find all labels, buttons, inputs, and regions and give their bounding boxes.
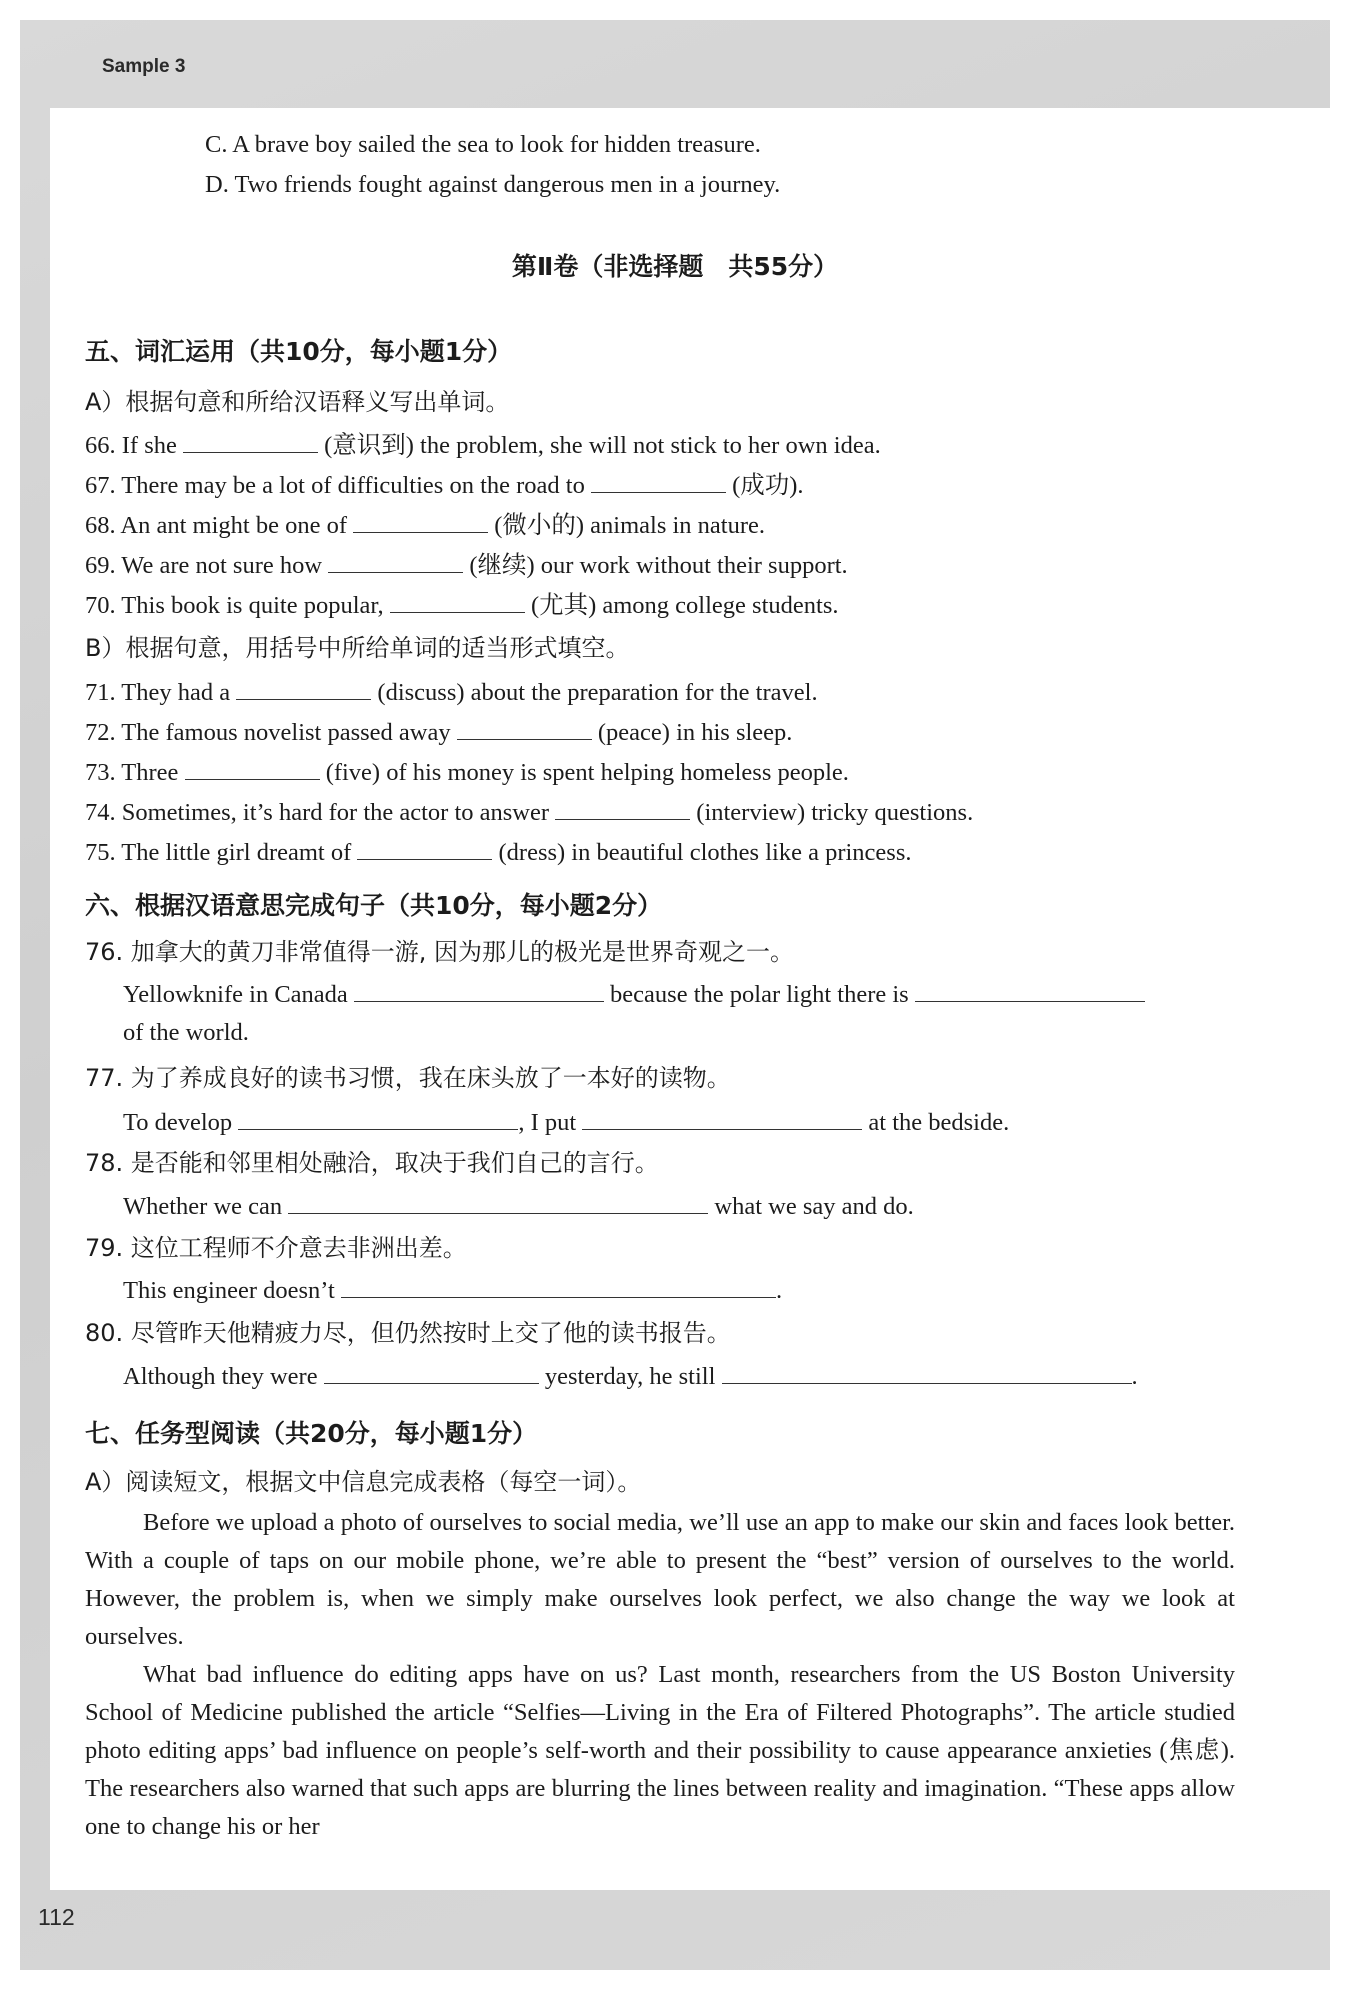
q68-answer-blank[interactable]: [353, 512, 488, 533]
question-69: [85, 551, 848, 581]
q78-text-b: what we say and do.: [714, 1193, 914, 1220]
section5-title: 五、词汇运用（共10分，每小题1分）: [85, 337, 513, 366]
q68-text-after: (微小的) animals in nature.: [494, 512, 766, 539]
option-d: D. Two friends fought against dangerous men in a journey.: [205, 171, 781, 198]
q74-text-before: 74. Sometimes, it’s hard for the actor to answer: [85, 799, 550, 826]
q77-text-b: , I put: [518, 1109, 577, 1136]
question-71: [85, 678, 818, 708]
q79-text-b: .: [775, 1277, 783, 1304]
q80-text-a: Although they were: [123, 1363, 318, 1390]
q73-text-after: (five) of his money is spent helping homeless people.: [325, 759, 849, 786]
q75-text-after: (dress) in beautiful clothes like a princess.: [498, 839, 912, 866]
q66-answer-blank[interactable]: [183, 432, 318, 453]
question-75: [85, 838, 912, 868]
section5-partA-instruction: A）根据句意和所给汉语释义写出单词。: [85, 388, 510, 416]
header-label: Sample 3: [102, 56, 186, 77]
q68-text-before: 68. An ant might be one of: [85, 512, 347, 539]
q76-blank-1[interactable]: [354, 981, 604, 1002]
q79-blank[interactable]: [341, 1277, 776, 1298]
q77-blank-1[interactable]: [238, 1109, 518, 1130]
question-70: [85, 591, 838, 621]
q79-text-a: This engineer doesn’t: [123, 1277, 335, 1304]
q67-text-after: (成功).: [732, 472, 804, 499]
reading-paragraph-1: Before we upload a photo of ourselves to social media, we’ll use an app to make our skin and faces look better. With a couple of taps on our mobile phone, we’re able to present the “best” version of ourselves to the world. However, the problem is, when we simply make ourselves look perfect, we also change the way we look at ourselves.: [85, 1509, 1235, 1650]
q74-answer-blank[interactable]: [555, 799, 690, 820]
section5-partB-instruction: B）根据句意，用括号中所给单词的适当形式填空。: [85, 634, 630, 662]
option-c: C. A brave boy sailed the sea to look for hidden treasure.: [205, 131, 761, 158]
q77-chinese: 77. 为了养成良好的读书习惯，我在床头放了一本好的读物。: [85, 1064, 731, 1092]
q80-text-c: .: [1131, 1363, 1138, 1390]
q72-text-after: (peace) in his sleep.: [597, 719, 793, 746]
q75-answer-blank[interactable]: [357, 839, 492, 860]
q67-answer-blank[interactable]: [591, 472, 726, 493]
q78-blank[interactable]: [288, 1193, 708, 1214]
question-74: [85, 798, 973, 828]
q70-answer-blank[interactable]: [390, 592, 525, 613]
question-66: [85, 431, 881, 461]
q73-answer-blank[interactable]: [185, 759, 320, 780]
question-72: [85, 718, 792, 748]
q67-text-before: 67. There may be a lot of difficulties on the road to: [85, 472, 585, 499]
section7-title: 七、任务型阅读（共20分，每小题1分）: [85, 1419, 538, 1448]
part2-title: 第Ⅱ卷（非选择题 共55分）: [511, 252, 839, 281]
q77-english: [123, 1108, 1009, 1138]
question-67: [85, 471, 804, 501]
q76-chinese: 76. 加拿大的黄刀非常值得一游, 因为那儿的极光是世界奇观之一。: [85, 938, 795, 966]
q71-text-before: 71. They had a: [85, 679, 231, 706]
q80-text-b: yesterday, he still: [544, 1363, 716, 1390]
q70-text-before: 70. This book is quite popular,: [85, 592, 384, 619]
q73-text-before: 73. Three: [85, 759, 179, 786]
q78-text-a: Whether we can: [123, 1193, 283, 1220]
q72-answer-blank[interactable]: [457, 719, 592, 740]
q76-english: [123, 980, 1145, 1010]
q71-answer-blank[interactable]: [236, 679, 371, 700]
q74-text-after: (interview) tricky questions.: [696, 799, 974, 826]
q76-text-a: Yellowknife in Canada: [123, 981, 348, 1008]
q66-text-before: 66. If she: [85, 432, 177, 459]
q79-english: [123, 1276, 782, 1306]
q66-text-after: (意识到) the problem, she will not stick to her own idea.: [324, 432, 881, 459]
q78-chinese: 78. 是否能和邻里相处融洽，取决于我们自己的言行。: [85, 1149, 659, 1177]
q76-blank-2[interactable]: [915, 981, 1145, 1002]
q79-chinese: 79. 这位工程师不介意去非洲出差。: [85, 1234, 467, 1262]
q76-text-b: because the polar light there is: [610, 981, 909, 1008]
q80-chinese: 80. 尽管昨天他精疲力尽，但仍然按时上交了他的读书报告。: [85, 1319, 731, 1347]
q77-text-a: To develop: [123, 1109, 233, 1136]
q80-english: [123, 1362, 1138, 1392]
q80-blank-2[interactable]: [722, 1363, 1132, 1384]
q76-continuation: of the world.: [123, 1019, 249, 1046]
q72-text-before: 72. The famous novelist passed away: [85, 719, 451, 746]
section7-instruction: A）阅读短文，根据文中信息完成表格（每空一词）。: [85, 1468, 642, 1496]
q69-text-after: (继续) our work without their support.: [469, 552, 848, 579]
page-number: 112: [38, 1904, 75, 1930]
q75-text-before: 75. The little girl dreamt of: [85, 839, 352, 866]
q69-answer-blank[interactable]: [328, 552, 463, 573]
question-73: [85, 758, 849, 788]
q71-text-after: (discuss) about the preparation for the travel.: [377, 679, 818, 706]
q77-text-c: at the bedside.: [868, 1109, 1010, 1136]
section6-title: 六、根据汉语意思完成句子（共10分，每小题2分）: [85, 891, 663, 920]
q80-blank-1[interactable]: [324, 1363, 539, 1384]
q69-text-before: 69. We are not sure how: [85, 552, 323, 579]
question-68: [85, 511, 765, 541]
reading-paragraph-2: What bad influence do editing apps have on us? Last month, researchers from the US Boston University School of Medicine published the article “Selfies—Living in the Era of Filtered Photographs”. The article studied photo editing apps’ bad influence on people’s self-worth and their possibility to cause appearance anxieties (焦虑). The researchers also warned that such apps are blurring the lines between reality and imagination. “These apps allow one to change his or her: [85, 1661, 1235, 1840]
q77-blank-2[interactable]: [582, 1109, 862, 1130]
q78-english: [123, 1192, 914, 1222]
q70-text-after: (尤其) among college students.: [530, 592, 839, 619]
